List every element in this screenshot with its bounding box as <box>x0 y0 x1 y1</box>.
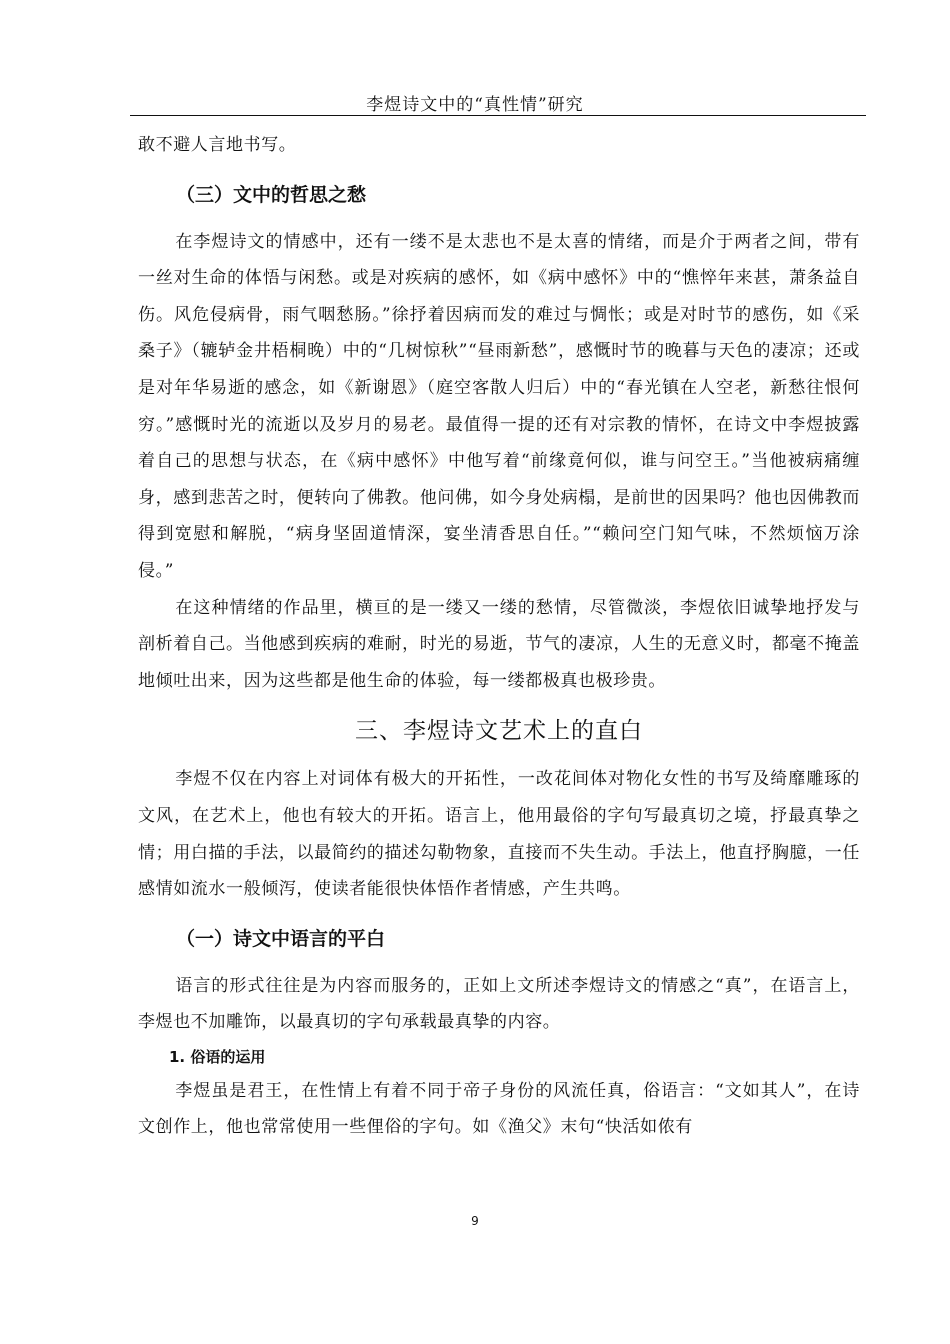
intro-paragraph: 敢不避人言地书写。 <box>138 135 297 155</box>
paragraph-3: 李煜不仅在内容上对词体有极大的开拓性，一改花间体对物化女性的书写及绮靡雕琢的文风，在艺术上，他也有较大的开拓。语言上，他用最俗的字句写最真切之境，抒最真挚之情；用白描的手法，以最简约的描述勾勒物象，直接而不失生动。手法上，他直抒胸臆，一任感情如流水一般倾泻，使读者能很快体悟作者情感，产生共鸣。 <box>138 769 860 900</box>
page-number: 9 <box>471 1214 479 1228</box>
running-header-title: 李煜诗文中的“真性情”研究 <box>366 95 584 115</box>
page-body <box>138 127 860 1146</box>
header-divider <box>130 115 866 116</box>
section-heading-3: （三）文中的哲思之愁 <box>176 183 367 206</box>
paragraph-2: 在这种情绪的作品里，横亘的是一缕又一缕的愁情，尽管微淡，李煜依旧诚挚地抒发与剖析着自己。当他感到疾病的难耐，时光的易逝，节气的凄凉，人生的无意义时，都毫不掩盖地倾吐出来，因为这些都是他生命的体验，每一缕都极真也极珍贵。 <box>138 597 860 691</box>
subsection-heading-1: 1. 俗语的运用 <box>169 1047 266 1066</box>
paragraph-1: 在李煜诗文的情感中，还有一缕不是太悲也不是太喜的情绪，而是介于两者之间，带有一丝对生命的体悟与闲愁。或是对疾病的感怀，如《病中感怀》中的“憔悴年来甚，萧条益自伤。风危侵病骨，雨气咽愁肠。”徐抒着因病而发的难过与惆怅；或是对时节的感伤，如《采桑子》（辘轳金井梧桐晚）中的“几树惊秋”“昼雨新愁”，感慨时节的晚暮与天色的凄凉；还或是对年华易逝的感念，如《新谢恩》（庭空客散人归后）中的“春光镇在人空老，新愁往恨何穷。”感慨时光的流逝以及岁月的易老。最值得一提的还有对宗教的情怀，在诗文中李煜披露着自己的思想与状态，在《病中感怀》中他写着“前缘竟何似，谁与问空王。”当他被病痛缠身，感到悲苦之时，便转向了佛教。他问佛，如今身处病榻，是前世的因果吗？他也因佛教而得到宽慰和解脱，“病身坚固道情深，宴坐清香思自任。”“赖问空门知气味，不然烦恼万涂侵。” <box>138 231 860 581</box>
chapter-heading-3: 三、李煜诗文艺术上的直白 <box>355 718 643 745</box>
paragraph-4: 语言的形式往往是为内容而服务的，正如上文所述李煜诗文的情感之“真”，在语言上，李煜也不加雕饰，以最真切的字句承载最真挚的内容。 <box>138 975 860 1033</box>
paragraph-5: 李煜虽是君王，在性情上有着不同于帝子身份的风流任真，俗语言：“文如其人”，在诗文创作上，他也常常使用一些俚俗的字句。如《渔父》末句“快活如侬有 <box>138 1080 860 1138</box>
section-heading-1: （一）诗文中语言的平白 <box>176 927 386 950</box>
